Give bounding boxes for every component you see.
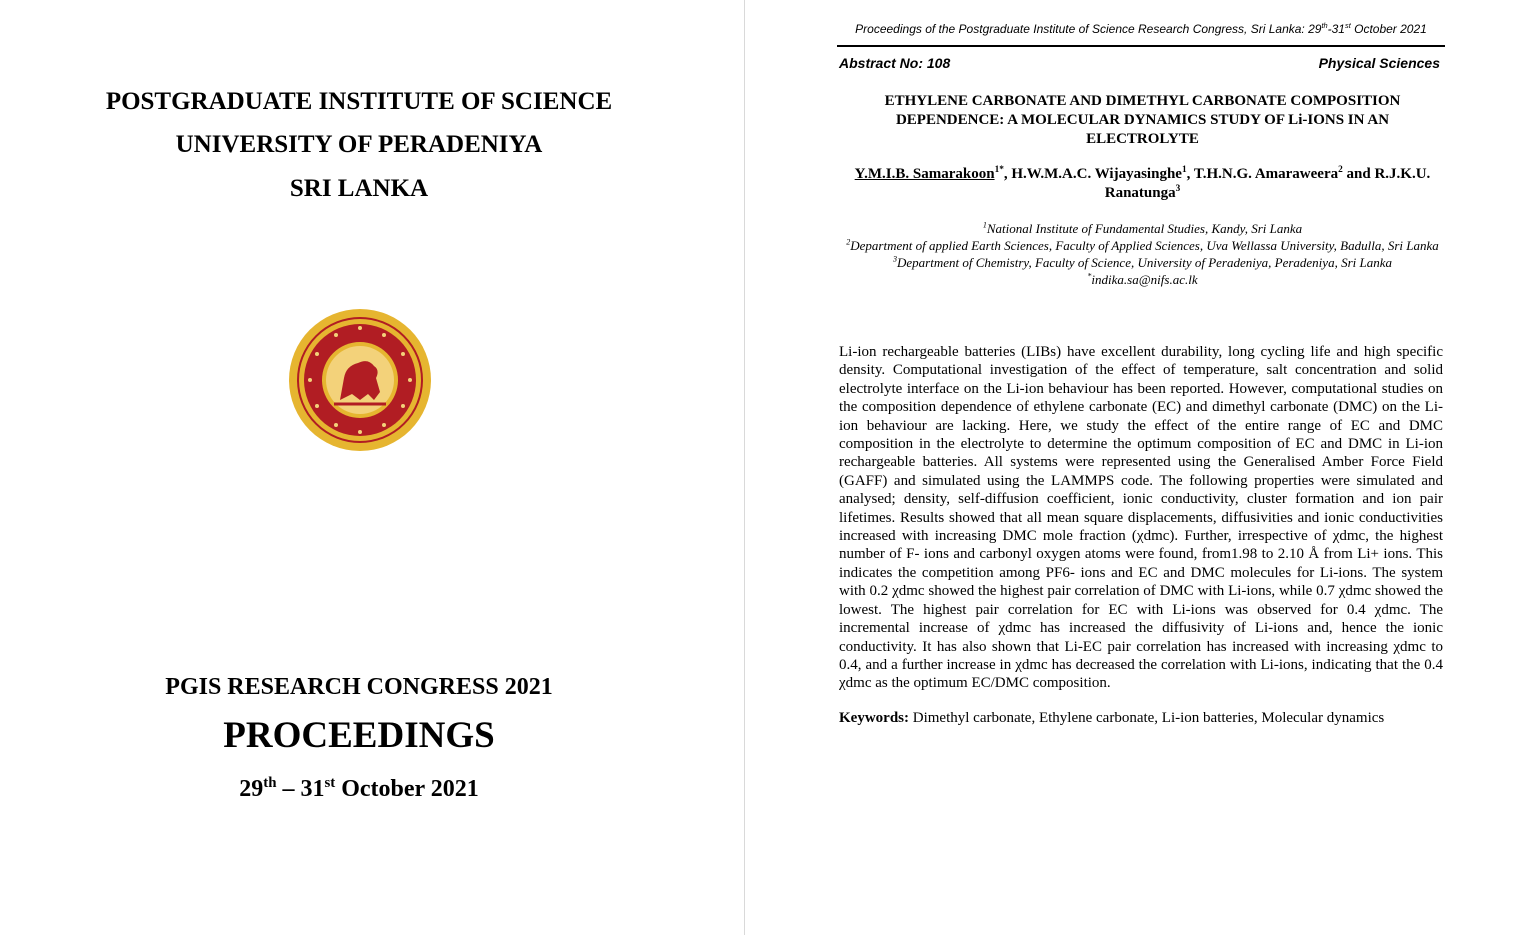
keywords-list: Dimethyl carbonate, Ethylene carbonate, Li-ion batteries, Molecular dynamics	[912, 710, 1385, 726]
university-name: UNIVERSITY OF PERADENIYA	[175, 131, 543, 158]
corresponding-email: *indika.sa@nifs.ac.lk	[1087, 271, 1198, 287]
affiliation-3: $^3$Department of Chemistry, Faculty of Science, University of Peradeniya, Peradeniya, Sri Lanka	[892, 254, 1392, 270]
abstract-body: Li-ion rechargeable batteries (LIBs) have excellent durability, long cycling life and high specific density. Computational investigation of the effect of temperature, salt concentration and solid electrolyte interface on the Li-ion behaviour has been reported. However, computational studies on the composition dependence of ethylene carbonate (EC) and dimethyl carbonate (DMC) on the Li-ion behaviour are lacking. Here, we study the effect of the entire range of EC and DMC composition in the electrolyte to determine the optimum composition of EC and DMC in Li-ion rechargeable batteries. All systems were represented using the Generalised Amber Force Field (GAFF) and simulated using the LAMMPS code. The following properties were simulated and analysed; density, self-diffusion coefficient, ionic conductivity, cluster formation and ion pair lifetimes. Results showed that all mean square displacements, diffusivities and ionic conductivities increased with increasing DMC mole fraction (χdmc). Further, irrespective of χdmc, the highest number of F- ions and carbonyl oxygen atoms were found, from1.98 to 2.10 Å from Li+ ions. This indicates the competition among PF6- ions and EC and DMC molecules for Li-ions. The system with 0.2 χdmc showed the highest pair correlation of DMC with Li-ions, while 0.7 χdmc showed the lowest. The highest pair correlation for EC with Li-ions was observed for 0.4 χdmc. The incremental increase of χdmc has increased the diffusivity of Li-ions and, hence the ionic conductivity. It has also shown that Li-EC pair correlation has increased with increasing χdmc to 0.4, and a further increase in χdmc has decreased the correlation with Li-ions, indicating that the 0.4 χdmc as the optimum EC/DMC composition.	[839, 344, 1443, 692]
country-name: SRI LANKA	[289, 175, 429, 202]
subject-field: Physical Sciences	[1318, 55, 1440, 71]
congress-title: PGIS RESEARCH CONGRESS 2021	[165, 674, 553, 700]
keywords-label: Keywords:	[839, 710, 909, 726]
abstract-number: Abstract No: 108	[839, 55, 951, 71]
cover-page	[0, 0, 744, 935]
affiliations	[845, 220, 1440, 288]
header-rule	[837, 45, 1445, 47]
paper-title: ETHYLENE CARBONATE AND DIMETHYL CARBONATE COMPOSITION DEPENDENCE: A MOLECULAR DYNAMICS STUDY OF Li-IONS IN AN ELECTROLYTE	[884, 93, 1401, 147]
proceedings-heading: PROCEEDINGS	[223, 715, 495, 756]
keywords-line	[839, 710, 1443, 727]
running-header: Proceedings of the Postgraduate Institute of Science Research Congress, Sri Lanka: 29th-31st October 2021	[855, 21, 1427, 36]
affiliation-1: $^1$National Institute of Fundamental Studies, Kandy, Sri Lanka	[982, 220, 1303, 236]
congress-dates: 29th – 31st October 2021	[239, 775, 479, 802]
author-list: Y.M.I.B. Samarakoon$^{1*}$, H.W.M.A.C. Wijayasinghe$^1$, T.H.N.G. Amaraweera$^2$ and R.J.K.U. Ranatunga$^3$	[854, 165, 1431, 201]
university-seal-logo	[288, 308, 432, 452]
affiliation-2: $^2$Department of applied Earth Sciences, Faculty of Applied Sciences, Uva Wellassa University, Badulla, Sri Lanka	[846, 237, 1439, 253]
abstract-page	[745, 0, 1538, 935]
institute-name: POSTGRADUATE INSTITUTE OF SCIENCE	[105, 88, 613, 115]
